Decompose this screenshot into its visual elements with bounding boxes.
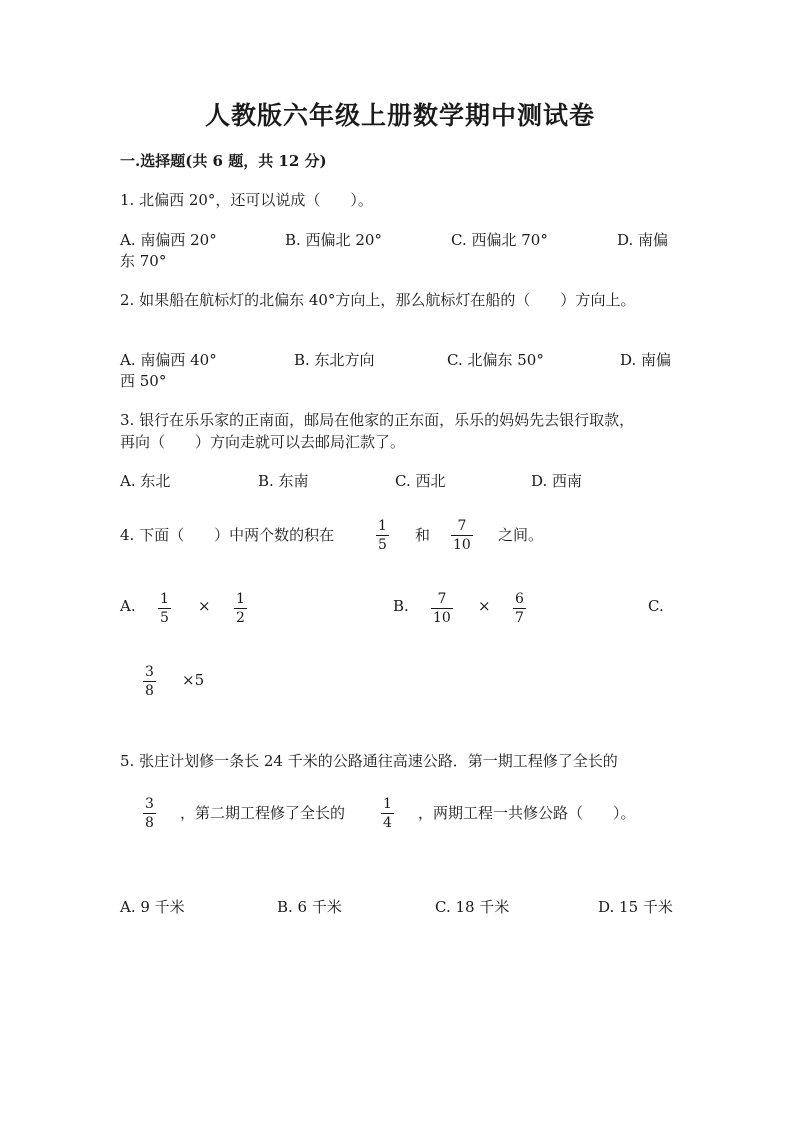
- fraction-denominator: 8: [145, 683, 154, 699]
- q5-option-a[interactable]: A. 9 千米: [120, 898, 185, 916]
- fraction-numerator: 1: [160, 591, 169, 607]
- q4-and-text: 和: [415, 526, 431, 544]
- fraction-bar: [431, 608, 453, 609]
- q4-option-a-times: ×: [198, 597, 211, 615]
- fraction-numerator: 6: [515, 591, 524, 607]
- q4-option-c-fraction: [143, 664, 156, 699]
- q1-option-a[interactable]: A. 南偏西 20°: [120, 231, 217, 249]
- fraction-denominator: 5: [378, 537, 387, 553]
- fraction-denominator: 5: [160, 610, 169, 626]
- q4-option-b-fraction-2: [513, 591, 526, 626]
- q4-option-c-times-five: ×5: [182, 671, 205, 689]
- fraction-denominator: 2: [236, 610, 245, 626]
- question-4-stem-b: 之间。: [498, 526, 544, 544]
- question-5-stem-line1: 5. 张庄计划修一条长 24 千米的公路通往高速公路．第一期工程修了全长的: [120, 752, 618, 770]
- q5-fraction-1-4: [381, 796, 394, 831]
- fraction-bar: [451, 535, 473, 536]
- fraction-bar: [376, 535, 389, 536]
- q1-option-d-cont: 东 70°: [120, 252, 167, 270]
- q3-option-a[interactable]: A. 东北: [120, 472, 171, 490]
- fraction-denominator: 10: [453, 537, 471, 553]
- fraction-bar: [158, 608, 171, 609]
- q5-option-b[interactable]: B. 6 千米: [277, 898, 342, 916]
- question-2-stem: 2. 如果船在航标灯的北偏东 40°方向上，那么航标灯在船的（ ）方向上。: [120, 291, 636, 309]
- q1-option-d[interactable]: D. 南偏: [617, 231, 669, 249]
- fraction-numerator: 3: [145, 664, 154, 680]
- fraction-denominator: 7: [515, 610, 524, 626]
- fraction-bar: [513, 608, 526, 609]
- q3-option-c[interactable]: C. 西北: [395, 472, 446, 490]
- fraction-bar: [234, 608, 247, 609]
- page-title: 人教版六年级上册数学期中测试卷: [204, 101, 595, 130]
- fraction-numerator: 3: [145, 796, 154, 812]
- q4-option-a-fraction-1: [158, 591, 171, 626]
- fraction-denominator: 10: [433, 610, 451, 626]
- q2-option-c[interactable]: C. 北偏东 50°: [447, 351, 544, 369]
- fraction-denominator: 8: [145, 815, 154, 831]
- q4-option-a-fraction-2: [234, 591, 247, 626]
- q5-option-d[interactable]: D. 15 千米: [598, 898, 673, 916]
- fraction-numerator: 7: [437, 591, 447, 607]
- fraction-numerator: 1: [236, 591, 245, 607]
- q2-option-a[interactable]: A. 南偏西 40°: [120, 351, 217, 369]
- fraction-numerator: 1: [383, 796, 392, 812]
- q4-fraction-1-5: [376, 518, 389, 553]
- fraction-bar: [381, 813, 394, 814]
- q2-option-d[interactable]: D. 南偏: [620, 351, 672, 369]
- fraction-bar: [143, 681, 156, 682]
- q3-option-b[interactable]: B. 东南: [258, 472, 309, 490]
- q5-fraction-3-8: [143, 796, 156, 831]
- question-4-stem-a: 4. 下面（ ）中两个数的积在: [120, 526, 335, 544]
- q4-option-b-label[interactable]: B.: [393, 597, 409, 615]
- q4-option-b-times: ×: [478, 597, 491, 615]
- q2-option-b[interactable]: B. 东北方向: [294, 351, 375, 369]
- q1-option-c[interactable]: C. 西偏北 70°: [451, 231, 548, 249]
- question-3-stem-line1: 3. 银行在乐乐家的正南面，邮局在他家的正东面，乐乐的妈妈先去银行取款，: [120, 411, 635, 429]
- q5-option-c[interactable]: C. 18 千米: [435, 898, 510, 916]
- question-5-stem-mid: ，第二期工程修了全长的: [180, 804, 346, 822]
- fraction-denominator: 4: [383, 815, 392, 831]
- q1-option-b[interactable]: B. 西偏北 20°: [285, 231, 382, 249]
- q4-option-a-label[interactable]: A.: [120, 597, 136, 615]
- section-heading: 一.选择题(共 6 题，共 12 分): [120, 152, 327, 170]
- fraction-bar: [143, 813, 156, 814]
- question-5-stem-tail: ，两期工程一共修公路（ ）。: [418, 804, 636, 822]
- q3-option-d[interactable]: D. 西南: [531, 472, 583, 490]
- question-1-stem: 1. 北偏西 20°，还可以说成（ ）。: [120, 191, 373, 209]
- fraction-numerator: 1: [378, 518, 387, 534]
- q4-option-b-fraction-1: [431, 591, 453, 626]
- fraction-numerator: 7: [457, 518, 467, 534]
- q4-fraction-7-10: [451, 518, 473, 553]
- question-3-stem-line2: 再向（ ）方向走就可以去邮局汇款了。: [120, 433, 406, 451]
- q2-option-d-cont: 西 50°: [120, 372, 167, 390]
- q4-option-c-label[interactable]: C.: [648, 597, 664, 615]
